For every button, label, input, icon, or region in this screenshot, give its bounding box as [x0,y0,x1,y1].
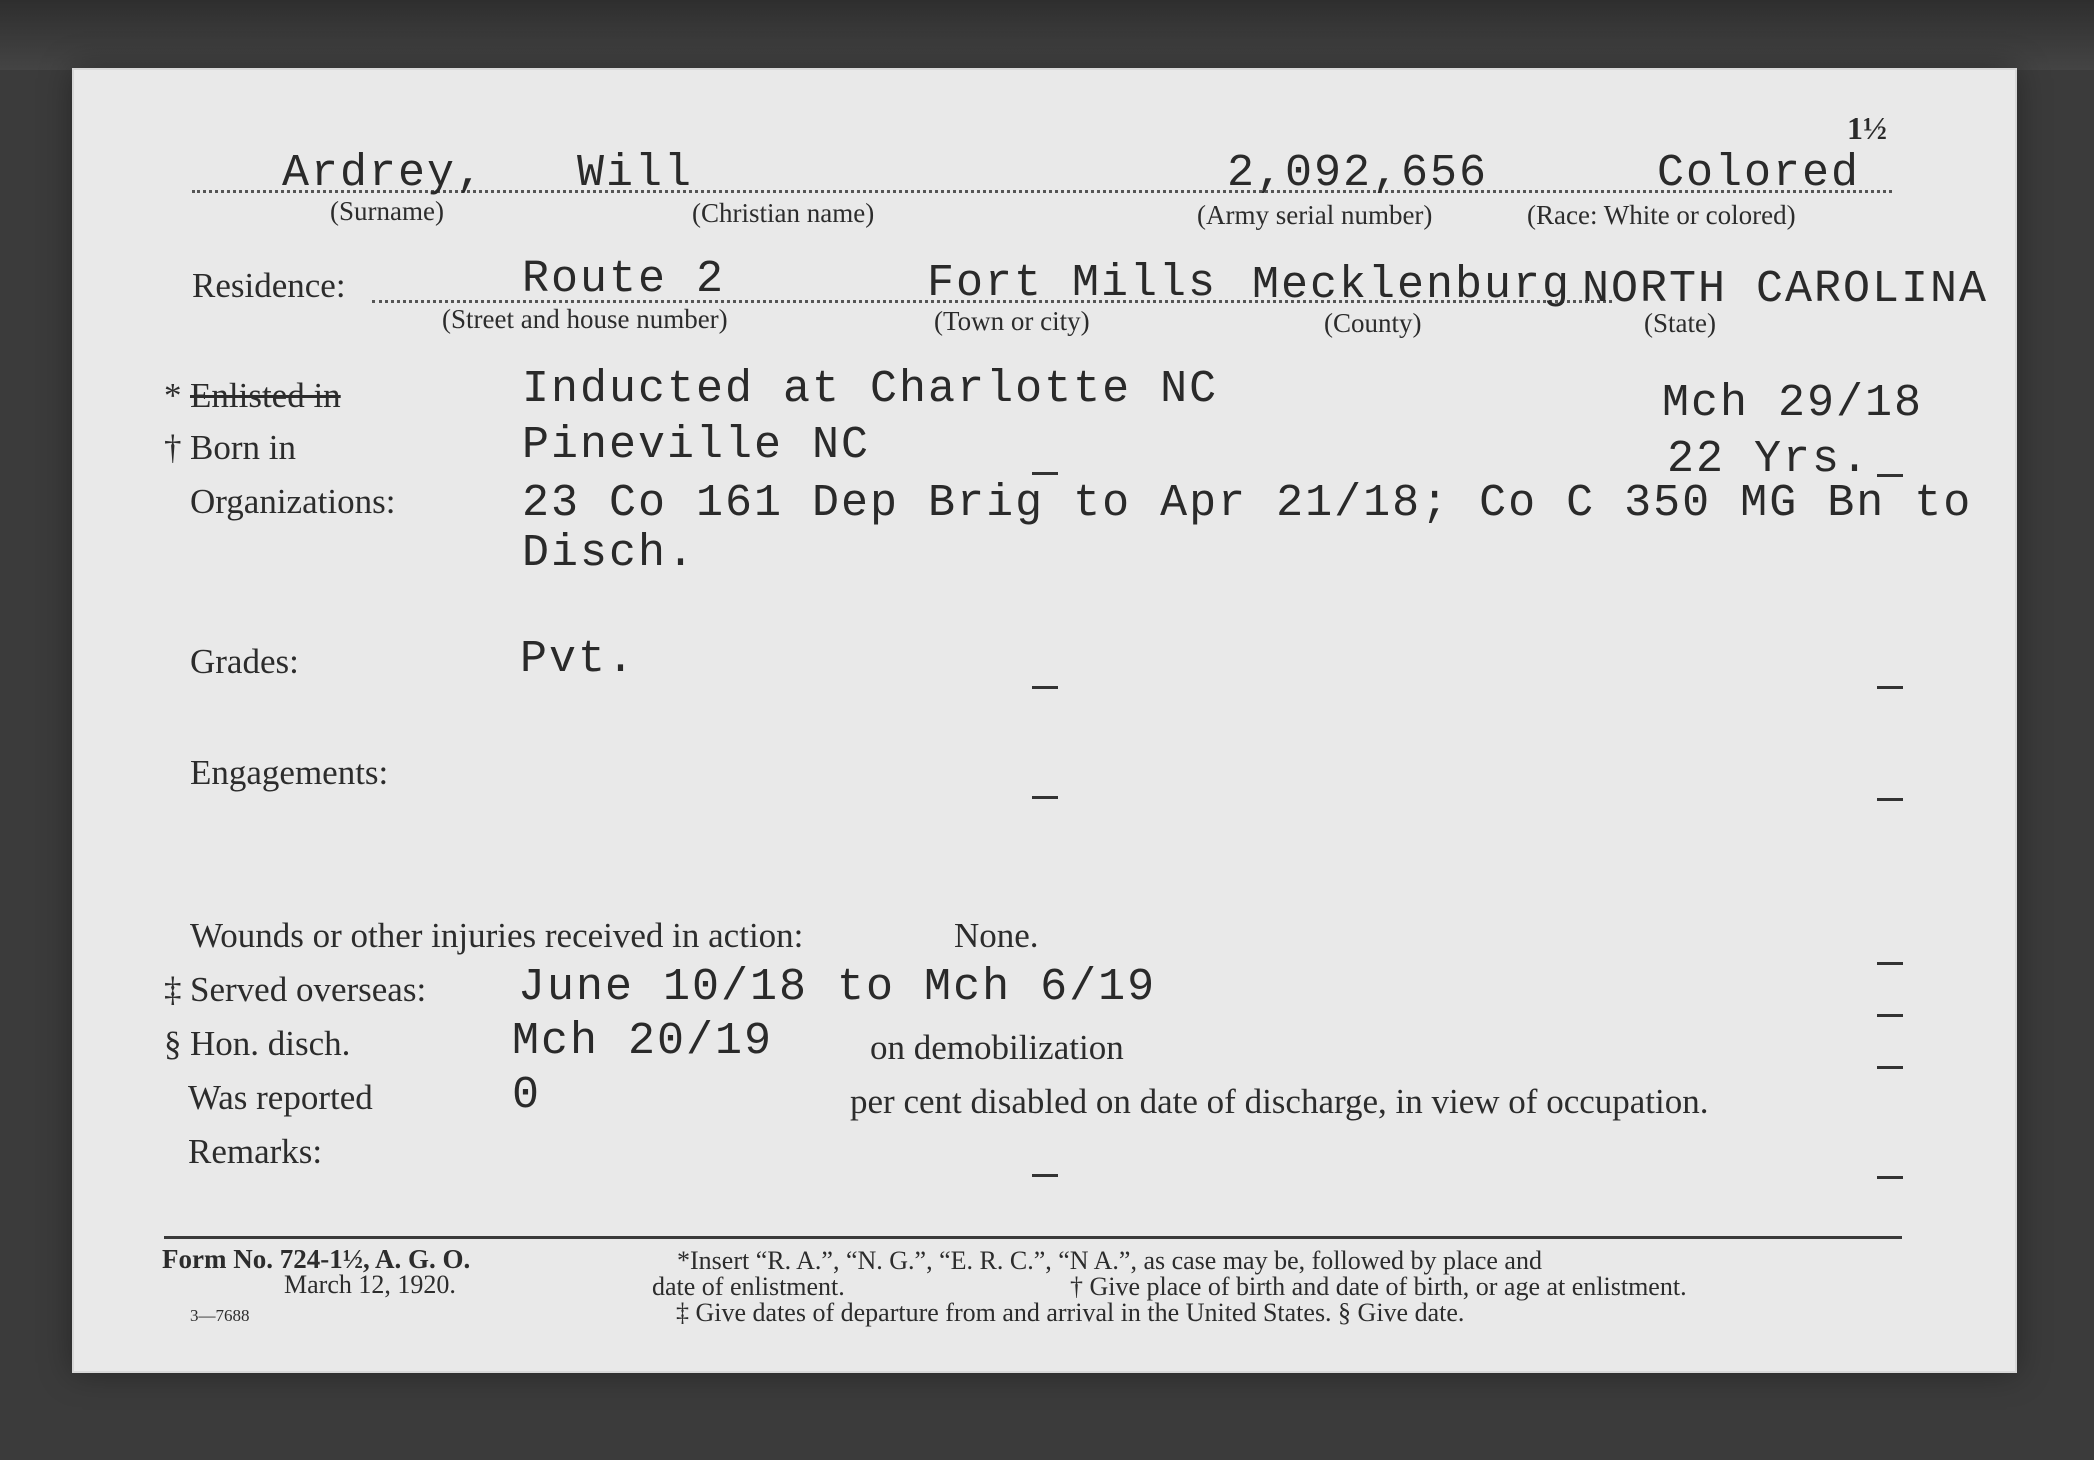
organizations-line-1: 23 Co 161 Dep Brig to Apr 21/18; Co C 350 MG Bn to [522,478,1973,529]
born-age: 22 Yrs. [1667,434,1871,485]
enlisted-value: Inducted at Charlotte NC [522,364,1219,415]
corner-number: 1½ [1847,110,1887,146]
engagements-dash-right [1877,798,1903,801]
born-label: Born in [190,428,296,467]
form-number: Form No. 724-1½, A. G. O. [162,1244,471,1274]
reported-text: per cent disabled on date of discharge, in view of occupation. [850,1082,1709,1121]
overseas-label: Served overseas: [190,970,427,1009]
overseas-value: June 10/18 to Mch 6/19 [518,962,1157,1013]
engagements-label: Engagements: [190,753,389,792]
wounds-dash [1877,962,1903,965]
street-caption: (Street and house number) [442,304,728,334]
enlisted-date: Mch 29/18 [1662,378,1924,429]
wounds-value: None. [954,916,1039,955]
born-dash [1032,472,1058,475]
service-record-card [72,68,2017,1373]
footnote-birth: † Give place of birth and date of birth, or age at enlistment. [1070,1272,1687,1301]
wounds-label: Wounds or other injuries received in action: [190,916,804,955]
reported-value: 0 [512,1070,542,1121]
surname-value: Ardrey, [282,148,486,199]
organizations-label: Organizations: [190,482,396,521]
state-value: NORTH CAROLINA [1582,264,1989,315]
discharge-note: on demobilization [870,1028,1124,1067]
enlisted-marker: * [164,376,182,415]
county-caption: (County) [1324,308,1422,338]
discharge-marker: § [164,1024,182,1063]
residence-label: Residence: [192,266,346,305]
print-code: 3—7688 [190,1306,250,1325]
grades-label: Grades: [190,642,299,681]
serial-number-value: 2,092,656 [1227,148,1489,199]
discharge-value: Mch 20/19 [512,1016,774,1067]
enlisted-label: Enlisted in [190,376,341,415]
race-caption: (Race: White or colored) [1527,200,1796,230]
born-value: Pineville NC [522,420,871,471]
serial-number-caption: (Army serial number) [1197,200,1433,230]
reported-label: Was reported [188,1078,373,1117]
overseas-marker: ‡ [164,970,182,1009]
grades-value: Pvt. [520,634,637,685]
grades-dash-right [1877,686,1903,689]
state-caption: (State) [1644,308,1716,338]
footnote-overseas-discharge: ‡ Give dates of departure from and arrival in the United States. § Give date. [676,1298,1465,1327]
born-marker: † [164,428,182,467]
town-caption: (Town or city) [934,306,1090,336]
surname-caption: (Surname) [330,196,444,226]
christian-name-caption: (Christian name) [692,198,875,228]
christian-name-value: Will [577,148,694,199]
overseas-dash [1877,1014,1903,1017]
form-date: March 12, 1920. [284,1270,456,1299]
street-value: Route 2 [522,254,726,305]
remarks-label: Remarks: [188,1132,323,1171]
remarks-dash-right [1877,1176,1903,1179]
age-dash [1877,474,1903,477]
footnote-enlistment-cont: date of enlistment. [652,1272,845,1301]
footnote-enlistment: *Insert “R. A.”, “N. G.”, “E. R. C.”, “N A.”, as case may be, followed by place and [677,1246,1542,1275]
remarks-dash-mid [1032,1174,1058,1177]
footer-rule [164,1236,1902,1239]
grades-dash-mid [1032,686,1058,689]
discharge-label: Hon. disch. [190,1024,351,1063]
town-value: Fort Mills [927,258,1218,309]
engagements-dash-mid [1032,796,1058,799]
organizations-line-2: Disch. [522,528,697,579]
county-value: Mecklenburg [1252,260,1572,311]
discharge-dash [1877,1066,1903,1069]
scan-backdrop [0,0,2094,70]
race-value: Colored [1657,148,1861,199]
